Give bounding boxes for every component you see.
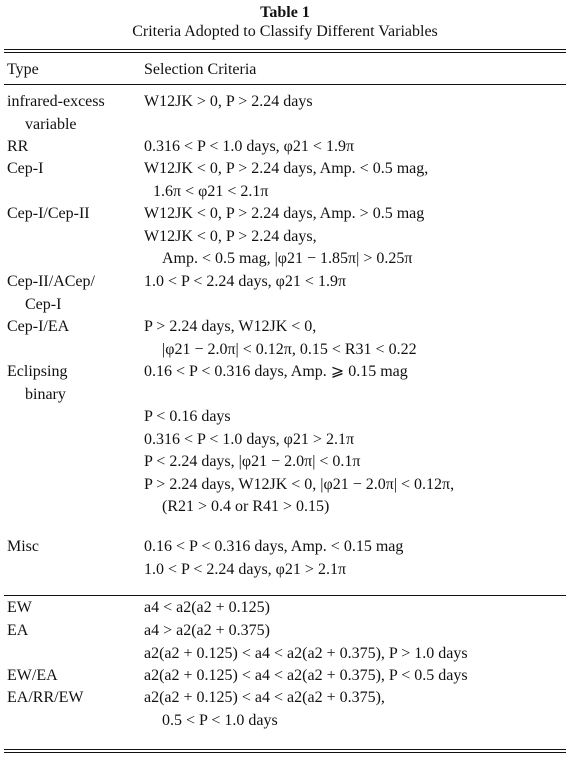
criteria-cell: [144, 620, 564, 665]
type-cell: [7, 271, 137, 316]
type-line: Cep-I: [25, 295, 62, 313]
type-line: variable: [25, 115, 77, 133]
criteria-line: a2(a2 + 0.125) < a4 < a2(a2 + 0.375),: [144, 689, 385, 706]
criteria-line: (R21 > 0.4 or R41 > 0.15): [162, 498, 330, 515]
type-line: Cep-I/Cep-II: [7, 205, 90, 222]
type-cell: [7, 620, 137, 643]
criteria-line: W12JK < 0, P > 2.24 days, Amp. > 0.5 mag: [144, 205, 425, 222]
criteria-line: 0.5 < P < 1.0 days: [162, 711, 278, 729]
criteria-line: [144, 384, 564, 407]
type-cell: [7, 536, 137, 559]
criteria-line: 0.16 < P < 0.316 days, Amp. < 0.15 mag: [144, 538, 404, 555]
criteria-cell: [144, 136, 564, 159]
criteria-line: 1.0 < P < 2.24 days, φ21 > 2.1π: [144, 560, 347, 578]
type-line: RR: [7, 138, 29, 155]
criteria-line: a4 > a2(a2 + 0.375): [144, 622, 271, 639]
bottom-rule-double: [4, 752, 566, 753]
type-cell: [7, 361, 137, 406]
type-cell: [7, 687, 137, 710]
criteria-line: 0.316 < P < 1.0 days, φ21 > 2.1π: [144, 430, 355, 448]
type-line: Cep-II/ACep/: [7, 273, 95, 290]
top-rule-double: [4, 52, 566, 53]
criteria-cell: [144, 665, 564, 688]
criteria-cell: [144, 316, 564, 361]
type-line: Eclipsing: [7, 363, 68, 380]
criteria-line: W12JK < 0, P > 2.24 days,: [144, 227, 317, 245]
bottom-rule: [4, 749, 566, 750]
type-cell: [7, 91, 137, 136]
criteria-line: 0.316 < P < 1.0 days, φ21 < 1.9π: [144, 138, 355, 155]
header-criteria: Selection Criteria: [144, 61, 257, 78]
criteria-line: P > 2.24 days, W12JK < 0,: [144, 318, 317, 335]
criteria-line: P > 2.24 days, W12JK < 0, |φ21 − 2.0π| < 0.12π,: [144, 475, 455, 493]
criteria-cell: [144, 687, 564, 732]
criteria-cell: [144, 361, 564, 519]
criteria-cell: [144, 536, 564, 581]
type-cell: [7, 665, 137, 688]
type-cell: [7, 597, 137, 620]
section-rule: [4, 595, 566, 596]
type-cell: [7, 136, 137, 159]
criteria-cell: [144, 91, 564, 114]
criteria-cell: [144, 203, 564, 271]
table-caption: Criteria Adopted to Classify Different Variables: [132, 23, 438, 40]
criteria-line: a2(a2 + 0.125) < a4 < a2(a2 + 0.375), P < 0.5 days: [144, 667, 468, 684]
criteria-line: P < 0.16 days: [144, 408, 231, 425]
criteria-cell: [144, 271, 564, 294]
type-line: Cep-I/EA: [7, 318, 70, 335]
criteria-line: a2(a2 + 0.125) < a4 < a2(a2 + 0.375), P > 1.0 days: [144, 644, 468, 662]
header-rule: [4, 84, 566, 85]
type-line: infrared-excess: [7, 93, 105, 110]
type-line: Misc: [7, 538, 39, 555]
criteria-line: Amp. < 0.5 mag, |φ21 − 1.85π| > 0.25π: [162, 250, 413, 267]
criteria-cell: [144, 597, 564, 620]
criteria-line: W12JK > 0, P > 2.24 days: [144, 93, 313, 110]
type-cell: [7, 158, 137, 181]
type-cell: [7, 316, 137, 339]
criteria-line: 1.6π < φ21 < 2.1π: [153, 182, 269, 200]
header-type: Type: [7, 61, 39, 78]
table-title: Table 1: [260, 4, 310, 21]
criteria-line: 1.0 < P < 2.24 days, φ21 < 1.9π: [144, 273, 347, 290]
criteria-line: W12JK < 0, P > 2.24 days, Amp. < 0.5 mag,: [144, 160, 429, 177]
type-line: EW/EA: [7, 667, 58, 684]
type-line: EW: [7, 599, 32, 616]
top-rule: [4, 49, 566, 50]
type-line: EA: [7, 622, 29, 639]
criteria-line: 0.16 < P < 0.316 days, Amp. ⩾ 0.15 mag: [144, 363, 408, 380]
criteria-line: P < 2.24 days, |φ21 − 2.0π| < 0.1π: [144, 453, 361, 470]
criteria-cell: [144, 158, 564, 203]
type-line: binary: [25, 385, 66, 403]
criteria-line: a4 < a2(a2 + 0.125): [144, 599, 271, 616]
type-line: Cep-I: [7, 160, 44, 177]
type-line: EA/RR/EW: [7, 689, 84, 706]
criteria-line: |φ21 − 2.0π| < 0.12π, 0.15 < R31 < 0.22: [162, 340, 417, 358]
type-cell: [7, 203, 137, 226]
